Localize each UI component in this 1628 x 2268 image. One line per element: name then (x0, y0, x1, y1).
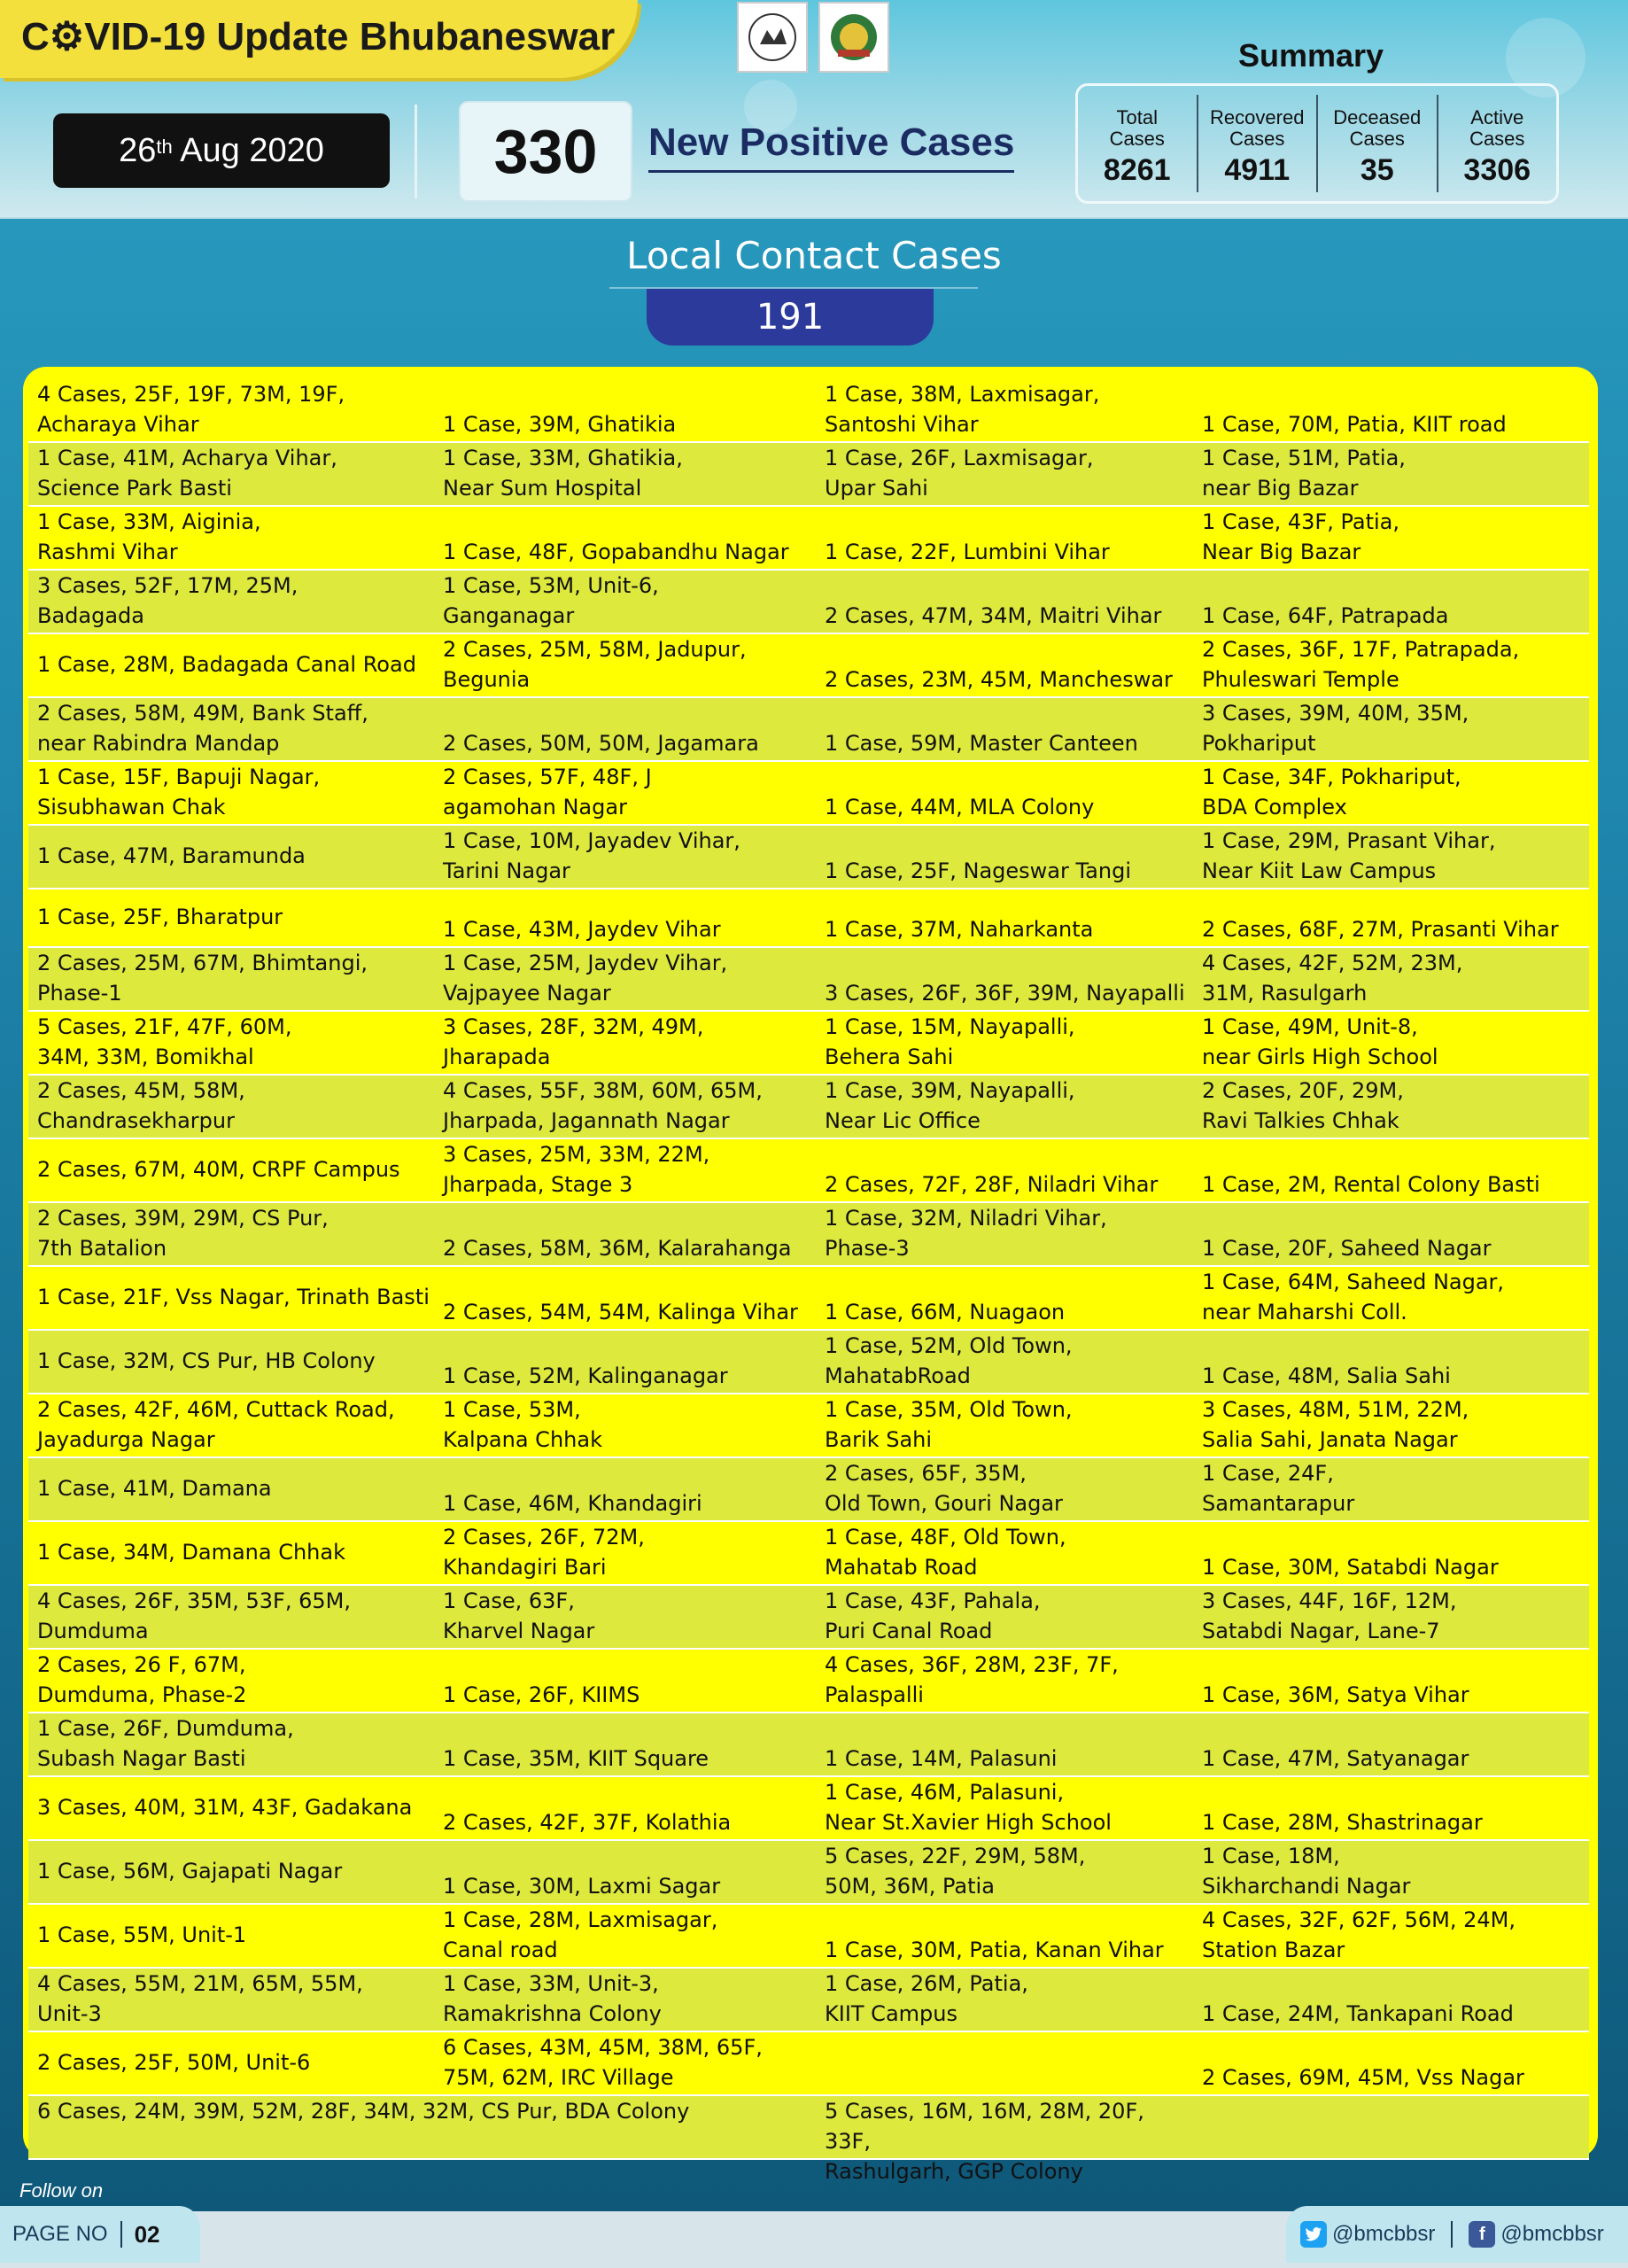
table-row (28, 1969, 1589, 2032)
table-cell: 1 Case, 46M, Palasuni, Near St.Xavier High School (825, 1780, 1112, 1835)
table-cell: 1 Case, 64M, Saheed Nagar, near Maharshi Coll. (1202, 1270, 1505, 1324)
table-cell: 2 Cases, 58M, 36M, Kalarahanga (443, 1236, 792, 1261)
table-cell: 1 Case, 18M, Sikharchandi Nagar (1202, 1844, 1411, 1899)
table-cell: 1 Case, 48F, Old Town, Mahatab Road (825, 1525, 1066, 1580)
table-cell: 2 Cases, 67M, 40M, CRPF Campus (37, 1157, 400, 1182)
table-cell: 2 Cases, 47M, 34M, Maitri Vihar (825, 603, 1162, 628)
table-cell: 1 Case, 10M, Jayadev Vihar, Tarini Nagar (443, 828, 740, 883)
section-title: Local Contact Cases (626, 234, 1002, 277)
table-cell: 1 Case, 21F, Vss Nagar, Trinath Basti (37, 1285, 430, 1309)
table-cell: 3 Cases, 39M, 40M, 35M, Pokhariput (1202, 701, 1469, 756)
table-cell: 3 Cases, 25M, 33M, 22M, Jharpada, Stage 3 (443, 1142, 710, 1197)
table-cell: 1 Case, 51M, Patia, near Big Bazar (1202, 446, 1406, 501)
table-cell: 2 Cases, 45M, 58M, Chandrasekharpur (37, 1078, 245, 1133)
summary-label: Recovered Cases (1210, 106, 1305, 150)
table-cell: 4 Cases, 25F, 19F, 73M, 19F, Acharaya Vihar (37, 382, 345, 437)
table-cell: 1 Case, 52M, Kalinganagar (443, 1363, 728, 1388)
table-cell: 1 Case, 47M, Baramunda (37, 843, 306, 868)
bmc-logo (818, 2, 889, 73)
table-cell: 6 Cases, 43M, 45M, 38M, 65F, 75M, 62M, IRC Village (443, 2035, 763, 2090)
table-cell: 1 Case, 15M, Nayapalli, Behera Sahi (825, 1014, 1075, 1069)
table-cell: 3 Cases, 28F, 32M, 49M, Jharapada (443, 1014, 704, 1069)
table-cell: 1 Case, 26F, KIIMS (443, 1682, 640, 1707)
table-cell: 1 Case, 33M, Aiginia, Rashmi Vihar (37, 509, 261, 564)
table-cell: 2 Cases, 69M, 45M, Vss Nagar (1202, 2065, 1524, 2090)
summary-value: 8261 (1103, 153, 1171, 187)
table-row (28, 1777, 1589, 1841)
table-cell: 2 Cases, 68F, 27M, Prasanti Vihar (1202, 917, 1559, 942)
divider (120, 2221, 122, 2248)
table-cell: 1 Case, 39M, Ghatikia (443, 412, 677, 437)
table-row (28, 826, 1589, 889)
table-cell: 1 Case, 70M, Patia, KIIT road (1202, 412, 1507, 437)
table-cell: 3 Cases, 48M, 51M, 22M, Salia Sahi, Janata Nagar (1202, 1397, 1469, 1452)
table-cell: 2 Cases, 23M, 45M, Mancheswar (825, 667, 1173, 692)
table-row (28, 1012, 1589, 1076)
header (0, 0, 1628, 219)
table-cell: 1 Case, 48F, Gopabandhu Nagar (443, 540, 789, 564)
table-cell: 1 Case, 53M, Kalpana Chhak (443, 1397, 602, 1452)
table-cell: 5 Cases, 22F, 29M, 58M, 50M, 36M, Patia (825, 1844, 1086, 1899)
social-tab (1286, 2206, 1628, 2263)
table-cell: 1 Case, 46M, Khandagiri (443, 1491, 702, 1516)
summary-total (1078, 95, 1198, 192)
table-cell: 1 Case, 41M, Acharya Vihar, Science Park Basti (37, 446, 337, 501)
table-cell: 2 Cases, 72F, 28F, Niladri Vihar (825, 1172, 1159, 1197)
table-cell: 1 Case, 39M, Nayapalli, Near Lic Office (825, 1078, 1075, 1133)
page-label: PAGE NO (12, 2222, 108, 2246)
table-cell: 1 Case, 37M, Naharkanta (825, 917, 1094, 942)
table-row (28, 1841, 1589, 1905)
table-cell: 1 Case, 33M, Unit-3, Ramakrishna Colony (443, 1971, 662, 2026)
table-cell: 2 Cases, 42F, 46M, Cuttack Road, Jayadurga Nagar (37, 1397, 395, 1452)
table-cell: 1 Case, 25F, Bharatpur (37, 905, 283, 929)
table-cell: 4 Cases, 36F, 28M, 23F, 7F, Palaspalli (825, 1652, 1119, 1707)
summary-value: 35 (1360, 153, 1394, 187)
table-row (28, 1522, 1589, 1586)
table-cell: 1 Case, 20F, Saheed Nagar (1202, 1236, 1492, 1261)
title-banner (0, 0, 638, 78)
section-count-badge: 191 (647, 289, 934, 346)
table-cell: 1 Case, 32M, Niladri Vihar, Phase-3 (825, 1206, 1107, 1261)
table-cell: 2 Cases, 42F, 37F, Kolathia (443, 1810, 732, 1835)
table-cell: 1 Case, 35M, Old Town, Barik Sahi (825, 1397, 1073, 1452)
table-cell: 1 Case, 26F, Laxmisagar, Upar Sahi (825, 446, 1094, 501)
summary-deceased (1318, 95, 1438, 192)
table-cell: 1 Case, 34M, Damana Chhak (37, 1540, 345, 1565)
table-cell: 1 Case, 22F, Lumbini Vihar (825, 540, 1110, 564)
table-cell: 5 Cases, 16M, 16M, 28M, 20F, 33F, Rashulgarh, GGP Colony (825, 2099, 1144, 2184)
page-title: C⚙VID-19 Update Bhubaneswar (21, 15, 616, 58)
table-cell: 3 Cases, 52F, 17M, 25M, Badagada (37, 573, 298, 628)
table-cell: 1 Case, 28M, Shastrinagar (1202, 1810, 1483, 1835)
date-month-year: Aug 2020 (172, 131, 324, 169)
table-cell: 2 Cases, 25F, 50M, Unit-6 (37, 2050, 311, 2075)
twitter-icon (1300, 2221, 1327, 2248)
table-cell (816, 2032, 1193, 2094)
table-cell: 1 Case, 28M, Laxmisagar, Canal road (443, 1907, 718, 1962)
odisha-govt-logo (737, 2, 808, 73)
table-cell: 2 Cases, 25M, 58M, Jadupur, Begunia (443, 637, 747, 692)
table-row (28, 1458, 1589, 1522)
table-cell: 2 Cases, 57F, 48F, J agamohan Nagar (443, 765, 652, 819)
table-cell: 1 Case, 41M, Damana (37, 1476, 272, 1501)
table-cell: 1 Case, 30M, Satabdi Nagar (1202, 1555, 1499, 1580)
divider (1451, 2221, 1453, 2248)
date-day: 26 (119, 131, 157, 169)
table-row (28, 889, 1589, 948)
table-row (28, 698, 1589, 762)
table-cell: 3 Cases, 40M, 31M, 43F, Gadakana (37, 1795, 413, 1820)
table-cell: 4 Cases, 32F, 62F, 56M, 24M, Station Bazar (1202, 1907, 1516, 1962)
summary-label: Active Cases (1469, 106, 1525, 150)
table-cell: 1 Case, 43F, Patia, Near Big Bazar (1202, 509, 1400, 564)
table-cell: 1 Case, 29M, Prasant Vihar, Near Kiit Law Campus (1202, 828, 1496, 883)
table-cell: 1 Case, 34F, Pokhariput, BDA Complex (1202, 765, 1461, 819)
new-cases-count: 330 (459, 101, 632, 202)
facebook-link[interactable] (1469, 2221, 1603, 2248)
table-cell: 1 Case, 64F, Patrapada (1202, 603, 1449, 628)
table-cell: 4 Cases, 55F, 38M, 60M, 65M, Jharpada, Jagannath Nagar (443, 1078, 763, 1133)
table-cell: 1 Case, 15F, Bapuji Nagar, Sisubhawan Chak (37, 765, 321, 819)
table-cell: 1 Case, 59M, Master Canteen (825, 731, 1138, 756)
table-cell: 1 Case, 25F, Nageswar Tangi (825, 858, 1131, 883)
table-cell: 1 Case, 33M, Ghatikia, Near Sum Hospital (443, 446, 683, 501)
table-cell: 2 Cases, 58M, 49M, Bank Staff, near Rabindra Mandap (37, 701, 368, 756)
page-number-tab (0, 2206, 200, 2263)
follow-label: Follow on (19, 2179, 104, 2202)
table-cell: 1 Case, 43F, Pahala, Puri Canal Road (825, 1588, 1041, 1643)
seal-icon (827, 11, 880, 64)
table-row (28, 507, 1589, 571)
table-cell: 1 Case, 36M, Satya Vihar (1202, 1682, 1469, 1707)
table-row (28, 1905, 1589, 1969)
table-row (28, 1650, 1589, 1713)
table-row (28, 1076, 1589, 1139)
cases-table-panel (23, 367, 1598, 2184)
emblem-icon (746, 11, 799, 64)
summary-recovered (1198, 95, 1319, 192)
table-row (28, 2032, 1589, 2096)
table-cell: 1 Case, 38M, Laxmisagar, Santoshi Vihar (825, 382, 1100, 437)
table-cell: 2 Cases, 25M, 67M, Bhimtangi, Phase-1 (37, 951, 368, 1006)
facebook-icon: f (1469, 2221, 1495, 2248)
table-row (28, 1394, 1589, 1458)
table-row (28, 1713, 1589, 1777)
table-cell: 1 Case, 66M, Nuagaon (825, 1300, 1066, 1324)
table-cell: 1 Case, 48M, Salia Sahi (1202, 1363, 1451, 1388)
table-cell: 2 Cases, 65F, 35M, Old Town, Gouri Nagar (825, 1461, 1063, 1516)
cases-table (28, 379, 1589, 2184)
table-row (28, 1267, 1589, 1331)
table-cell: 1 Case, 24F, Samantarapur (1202, 1461, 1355, 1516)
table-cell: 1 Case, 28M, Badagada Canal Road (37, 652, 416, 677)
table-row (28, 1586, 1589, 1650)
table-cell: 1 Case, 26F, Dumduma, Subash Nagar Basti (37, 1716, 294, 1771)
table-cell: 3 Cases, 26F, 36F, 39M, Nayapalli (825, 981, 1185, 1006)
page-number: 02 (134, 2220, 160, 2248)
table-cell: 3 Cases, 44F, 16F, 12M, Satabdi Nagar, Lane-7 (1202, 1588, 1457, 1643)
table-cell: 2 Cases, 20F, 29M, Ravi Talkies Chhak (1202, 1078, 1404, 1133)
facebook-handle: @bmcbbsr (1500, 2222, 1604, 2246)
table-row (28, 1139, 1589, 1203)
table-cell: 1 Case, 47M, Satyanagar (1202, 1746, 1469, 1771)
table-cell: 4 Cases, 55M, 21M, 65M, 55M, Unit-3 (37, 1971, 363, 2026)
table-row (28, 1331, 1589, 1394)
table-cell: 1 Case, 52M, Old Town, MahatabRoad (825, 1333, 1073, 1388)
table-row (28, 634, 1589, 698)
date-suffix: th (156, 136, 173, 158)
table-cell: 6 Cases, 24M, 39M, 52M, 28F, 34M, 32M, CS Pur, BDA Colony (37, 2099, 690, 2124)
summary-label: Deceased Cases (1333, 106, 1422, 150)
table-row (28, 948, 1589, 1012)
table-row (28, 762, 1589, 826)
table-cell: 1 Case, 43M, Jaydev Vihar (443, 917, 721, 942)
table-cell: 1 Case, 63F, Kharvel Nagar (443, 1588, 595, 1643)
table-cell: 2 Cases, 39M, 29M, CS Pur, 7th Batalion (37, 1206, 329, 1261)
report-date (53, 113, 390, 188)
table-cell: 4 Cases, 26F, 35M, 53F, 65M, Dumduma (37, 1588, 351, 1643)
table-cell: 1 Case, 30M, Patia, Kanan Vihar (825, 1938, 1164, 1962)
summary-value: 3306 (1463, 153, 1531, 187)
table-cell: 1 Case, 56M, Gajapati Nagar (37, 1859, 343, 1884)
table-row (28, 379, 1589, 443)
table-cell: 1 Case, 30M, Laxmi Sagar (443, 1874, 721, 1899)
table-cell: 2 Cases, 26 F, 67M, Dumduma, Phase-2 (37, 1652, 247, 1707)
table-cell: 1 Case, 35M, KIIT Square (443, 1746, 709, 1771)
table-cell: 1 Case, 32M, CS Pur, HB Colony (37, 1348, 376, 1373)
table-cell: 2 Cases, 36F, 17F, Patrapada, Phuleswari Temple (1202, 637, 1520, 692)
table-cell: 2 Cases, 54M, 54M, Kalinga Vihar (443, 1300, 798, 1324)
table-row (28, 1203, 1589, 1267)
table-cell: 1 Case, 2M, Rental Colony Basti (1202, 1172, 1540, 1197)
table-cell: 1 Case, 25M, Jaydev Vihar, Vajpayee Nagar (443, 951, 728, 1006)
summary-value: 4911 (1224, 153, 1291, 187)
table-row (28, 443, 1589, 507)
new-cases-label: New Positive Cases (648, 120, 1014, 173)
summary-title: Summary (1238, 37, 1384, 74)
table-cell: 5 Cases, 21F, 47F, 60M, 34M, 33M, Bomikhal (37, 1014, 292, 1069)
summary-label: Total Cases (1109, 106, 1165, 150)
table-cell: 1 Case, 26M, Patia, KIIT Campus (825, 1971, 1028, 2026)
summary-panel (1075, 83, 1559, 204)
twitter-handle: @bmcbbsr (1332, 2222, 1436, 2246)
table-cell: 1 Case, 14M, Palasuni (825, 1746, 1058, 1771)
divider (415, 105, 417, 198)
twitter-link[interactable] (1300, 2221, 1435, 2248)
table-cell: 1 Case, 53M, Unit-6, Ganganagar (443, 573, 659, 628)
table-cell: 1 Case, 49M, Unit-8, near Girls High School (1202, 1014, 1438, 1069)
table-cell: 2 Cases, 50M, 50M, Jagamara (443, 731, 759, 756)
table-cell: 1 Case, 55M, Unit-1 (37, 1922, 247, 1947)
table-cell: 1 Case, 24M, Tankapani Road (1202, 2001, 1514, 2026)
table-cell: 1 Case, 44M, MLA Colony (825, 795, 1095, 819)
table-cell: 2 Cases, 26F, 72M, Khandagiri Bari (443, 1525, 645, 1580)
logo-group (737, 2, 889, 73)
table-row (28, 571, 1589, 634)
table-cell: 4 Cases, 42F, 52M, 23M, 31M, Rasulgarh (1202, 951, 1463, 1006)
summary-active (1438, 95, 1557, 192)
table-cell (1193, 2096, 1589, 2188)
table-row (28, 2096, 1589, 2184)
